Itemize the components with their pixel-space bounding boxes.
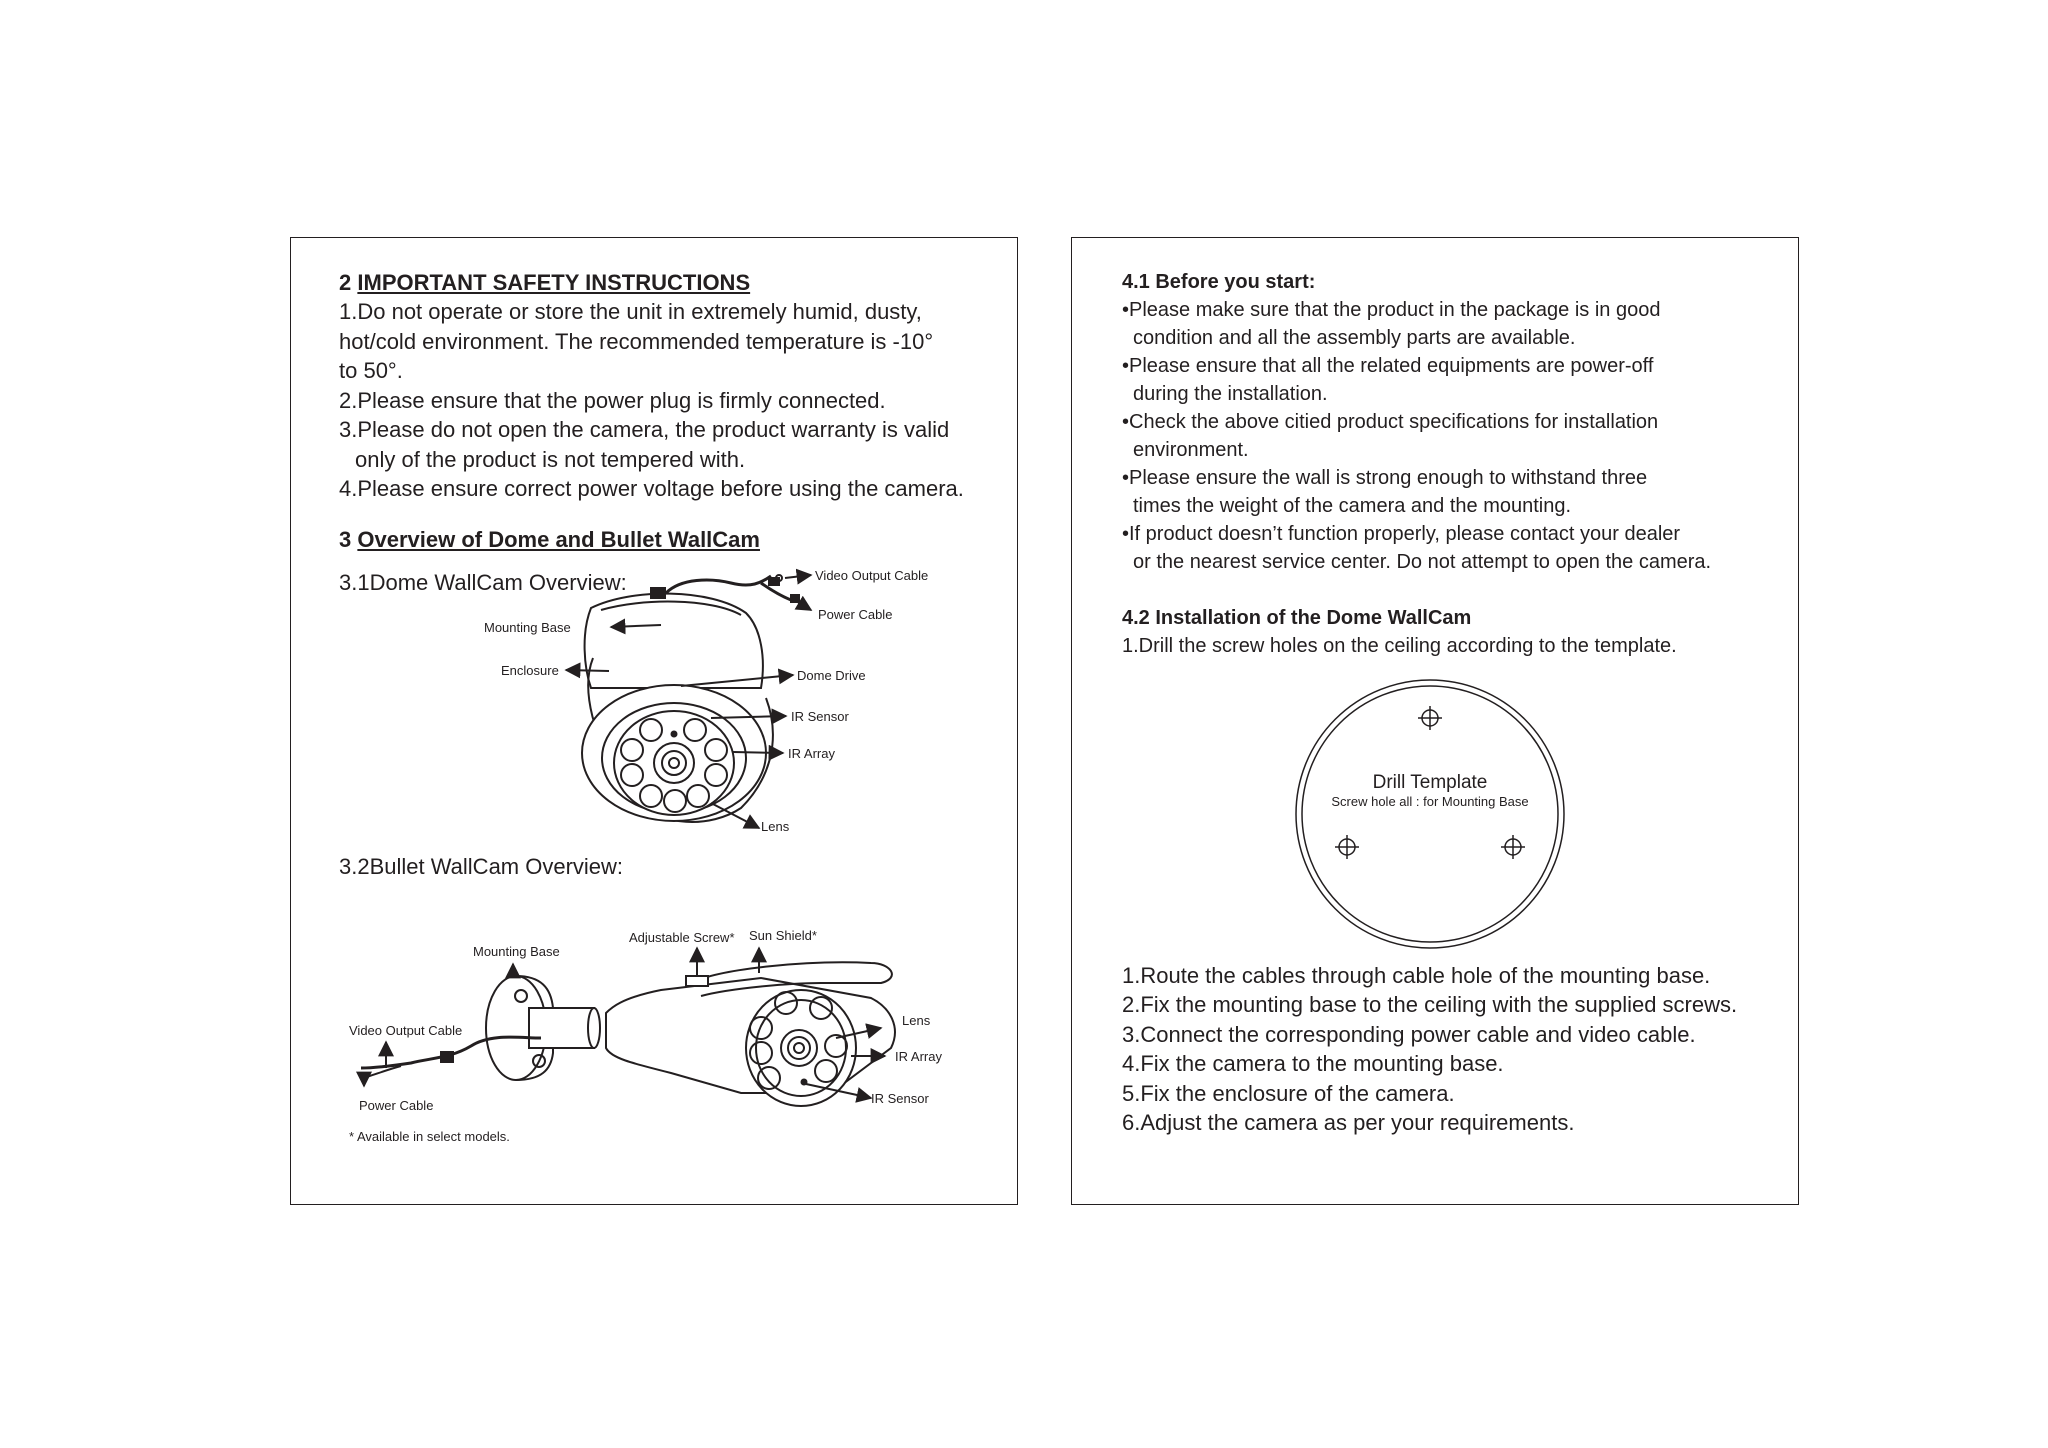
install-step: 2.Fix the mounting base to the ceiling with the supplied screws. [1122, 992, 1738, 1017]
left-page-panel [290, 237, 1018, 1205]
section-3-number: 3 [339, 527, 352, 552]
install-step: 6.Adjust the camera as per your requirements. [1122, 1110, 1575, 1135]
dome-label-ir-sensor: IR Sensor [791, 709, 849, 724]
section-4-2-heading: 4.2 Installation of the Dome WallCam [1122, 607, 1472, 629]
bullet-label-ir-array: IR Array [895, 1049, 942, 1064]
dome-label-enclosure: Enclosure [501, 663, 559, 678]
before-start-line: •Check the above citied product specifications for installation [1122, 411, 1659, 433]
section-4-1-heading: 4.1 Before you start: [1122, 271, 1316, 293]
safety-line: hot/cold environment. The recommended temperature is -10° [339, 329, 934, 354]
before-start-line: •Please make sure that the product in the package is in good [1122, 299, 1661, 321]
dome-label-ir-array: IR Array [788, 746, 835, 761]
safety-line: 3.Please do not open the camera, the product warranty is valid [339, 417, 950, 442]
bullet-label-adjustable-screw: Adjustable Screw* [629, 930, 735, 945]
right-page-panel [1071, 237, 1799, 1205]
before-start-line: environment. [1133, 439, 1249, 461]
section-4-2-intro: 1.Drill the screw holes on the ceiling according to the template. [1122, 635, 1677, 657]
safety-line: to 50°. [339, 358, 403, 383]
bullet-label-sun-shield: Sun Shield* [749, 928, 817, 943]
before-start-line: •If product doesn’t function properly, please contact your dealer [1122, 523, 1681, 545]
section-2-title: IMPORTANT SAFETY INSTRUCTIONS [357, 270, 751, 295]
bullet-label-lens: Lens [902, 1013, 931, 1028]
drill-template-diagram [1292, 676, 1568, 952]
before-start-line: condition and all the assembly parts are available. [1133, 327, 1576, 349]
bullet-overview-heading: 3.2Bullet WallCam Overview: [339, 854, 624, 879]
section-3-title: Overview of Dome and Bullet WallCam [357, 527, 760, 552]
before-start-line: •Please ensure the wall is strong enough to withstand three [1122, 467, 1648, 489]
install-step: 1.Route the cables through cable hole of the mounting base. [1122, 963, 1711, 988]
safety-line: only of the product is not tempered with. [355, 447, 746, 472]
before-start-line: •Please ensure that all the related equipments are power-off [1122, 355, 1654, 377]
safety-line: 2.Please ensure that the power plug is firmly connected. [339, 388, 886, 413]
bullet-label-ir-sensor: IR Sensor [871, 1091, 929, 1106]
before-start-line: during the installation. [1133, 383, 1328, 405]
before-start-line: or the nearest service center. Do not attempt to open the camera. [1133, 551, 1712, 573]
install-step: 5.Fix the enclosure of the camera. [1122, 1081, 1455, 1106]
before-start-line: times the weight of the camera and the mounting. [1133, 495, 1572, 517]
install-step: 3.Connect the corresponding power cable and video cable. [1122, 1022, 1696, 1047]
dome-overview-heading: 3.1Dome WallCam Overview: [339, 570, 627, 595]
bullet-camera-illustration [291, 888, 1019, 1206]
safety-line: 4.Please ensure correct power voltage before using the camera. [339, 476, 964, 501]
safety-line: 1.Do not operate or store the unit in extremely humid, dusty, [339, 299, 922, 324]
bullet-footnote: * Available in select models. [349, 1129, 510, 1144]
section-2-number: 2 [339, 270, 352, 295]
dome-label-mounting-base: Mounting Base [484, 620, 571, 635]
drill-template-title: Drill Template [1372, 772, 1488, 793]
install-step: 4.Fix the camera to the mounting base. [1122, 1051, 1504, 1076]
dome-label-power-cable: Power Cable [818, 607, 893, 622]
drill-template-subtitle: Screw hole all : for Mounting Base [1331, 794, 1529, 809]
bullet-label-power-cable: Power Cable [359, 1098, 434, 1113]
dome-label-lens: Lens [761, 819, 790, 834]
bullet-label-video-output-cable: Video Output Cable [349, 1023, 463, 1038]
dome-label-dome-drive: Dome Drive [797, 668, 866, 683]
dome-label-video-output-cable: Video Output Cable [815, 568, 929, 583]
bullet-label-mounting-base: Mounting Base [473, 944, 560, 959]
